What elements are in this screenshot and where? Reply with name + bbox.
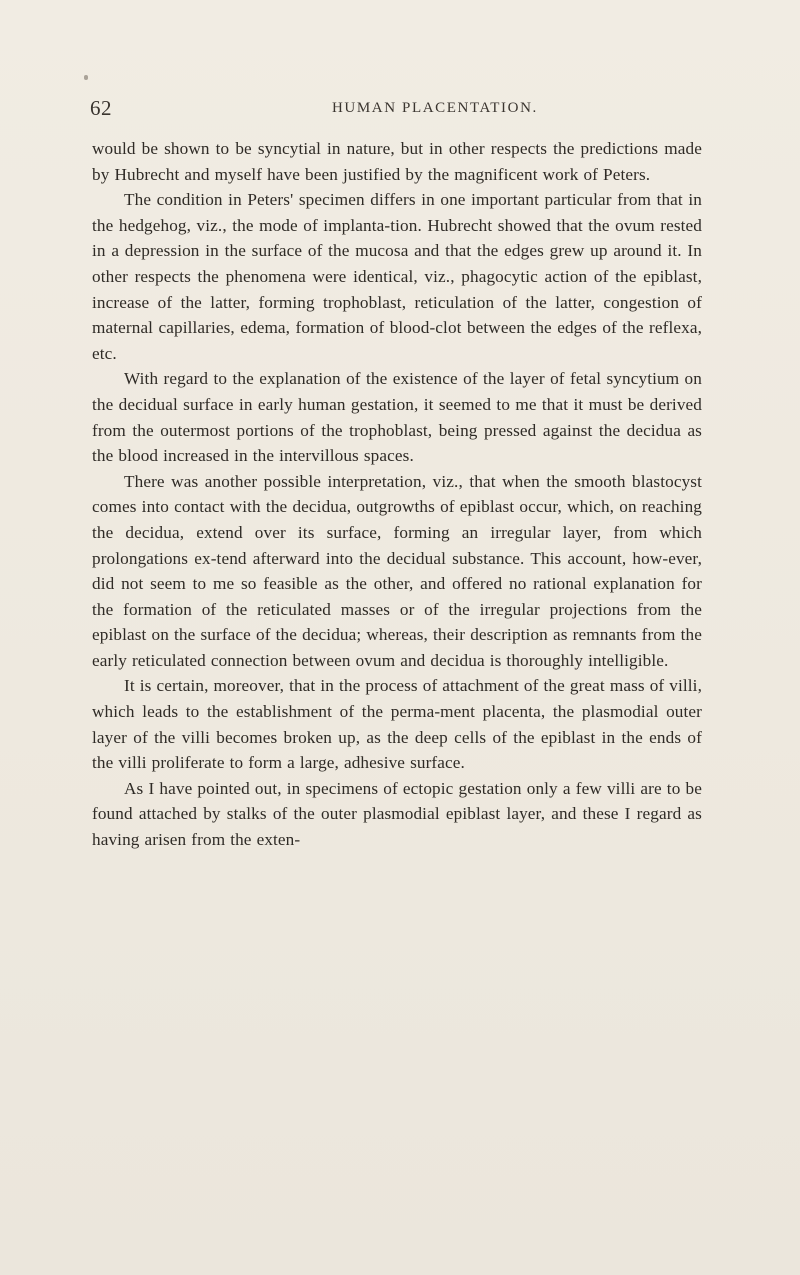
paragraph: It is certain, moreover, that in the process of attachment of the great mass of villi, which leads to the establishment of the perma-ment placenta, the plasmodial outer layer of the villi becomes broken up, as the deep cells of the epiblast in the ends of the villi proliferate to form a large, adhesive surface. — [92, 676, 702, 773]
paragraph: The condition in Peters' specimen differs in one important particular from that in the hedgehog, viz., the mode of implanta-tion. Hubrecht showed that the ovum rested in a depression in the surface of the mucosa and that the edges grew up around it. In other respects the phenomena were identical, viz., phagocytic action of the epiblast, increase of the latter, forming trophoblast, reticulation of the latter, congestion of maternal capillaries, edema, formation of blood-clot between the edges of the reflexa, etc. — [92, 190, 702, 363]
page-number: 62 — [90, 96, 112, 120]
paragraph: As I have pointed out, in specimens of ectopic gestation only a few villi are to be found attached by stalks of the outer plasmodial epiblast layer, and these I regard as having arisen from the exten- — [92, 778, 702, 850]
paragraph: There was another possible interpretation, viz., that when the smooth blastocyst comes into contact with the decidua, outgrowths of epiblast occur, which, on reaching the decidua, extend over its surface, forming an irregular layer, from which prolongations ex-tend afterward into the decidual substance. This account, how-ever, did not seem to me so feasible as the other, and offered no rational explanation for the formation of the reticulated masses or of the irregular projections from the epiblast on the surface of the decidua; whereas, their description as remnants from the early reticulated connection between ovum and decidua is thoroughly intelligible. — [92, 471, 702, 670]
running-head — [90, 96, 710, 122]
body-text — [92, 136, 702, 853]
paragraph: With regard to the explanation of the existence of the layer of fetal syncytium on the decidual surface in early human gestation, it seemed to me that it must be derived from the outermost portions of the trophoblast, being pressed against the decidua as the blood increased in the intervillous spaces. — [92, 369, 702, 466]
paragraph: would be shown to be syncytial in nature, but in other respects the predictions made by Hubrecht and myself have been justified by the magnificent work of Peters. — [92, 139, 702, 184]
running-title: HUMAN PLACENTATION. — [332, 100, 538, 116]
margin-speck — [84, 75, 88, 80]
